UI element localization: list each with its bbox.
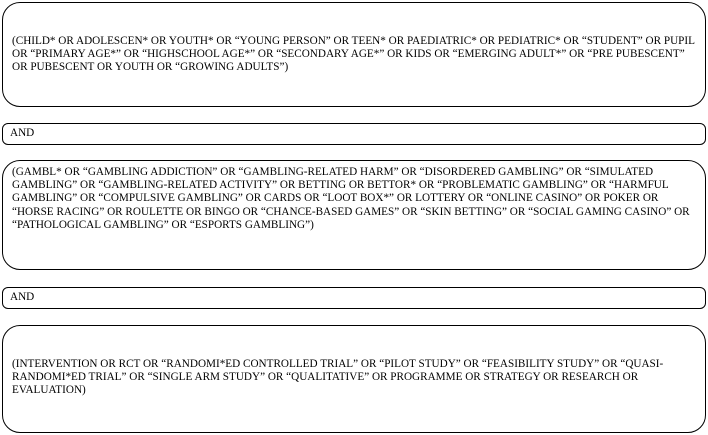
gambling-terms-box [2,160,706,270]
intervention-terms-box [2,325,706,433]
and-operator-box-2 [2,287,706,309]
population-terms-text: (CHILD* OR ADOLESCEN* OR YOUTH* OR “YOUNG PERSON” OR TEEN* OR PAEDIATRIC* OR PEDIATRIC* OR “STUDENT” OR PUPIL OR “PRIMARY AGE*” OR “HIGHSCHOOL AGE*” OR “SECONDARY AGE*” OR KIDS OR “EMERGING ADULT*” OR “PRE PUBESCENT” OR PUBESCENT OR YOUTH OR “GROWING ADULTS”) [12,35,695,74]
population-terms-box [2,2,706,107]
and-operator-label-1: AND [10,127,35,139]
and-operator-box-1 [2,123,706,145]
intervention-terms-text: (INTERVENTION OR RCT OR “RANDOMI*ED CONTROLLED TRIAL” OR “PILOT STUDY” OR “FEASIBILITY STUDY” OR “QUASI-RANDOMI*ED TRIAL” OR “SINGLE ARM STUDY” OR “QUALITATIVE” OR PROGRAMME OR STRATEGY OR RESEARCH OR EVALUATION) [12,358,664,397]
and-operator-label-2: AND [10,291,35,303]
gambling-terms-text: (GAMBL* OR “GAMBLING ADDICTION” OR “GAMBLING-RELATED HARM” OR “DISORDERED GAMBLING” OR “SIMULATED GAMBLING” OR “GAMBLING-RELATED ACTIVITY” OR BETTING OR BETTOR* OR “PROBLEMATIC GAMBLING” OR “HARMFUL GAMBLING” OR “COMPULSIVE GAMBLING” OR CARDS OR “LOOT BOX*” OR LOTTERY OR “ONLINE CASINO” OR POKER OR “HORSE RACING” OR ROULETTE OR BINGO OR “CHANCE-BASED GAMES” OR “SKIN BETTING” OR “SOCIAL GAMING CASINO” OR “PATHOLOGICAL GAMBLING” OR “ESPORTS GAMBLING”) [12,166,690,231]
